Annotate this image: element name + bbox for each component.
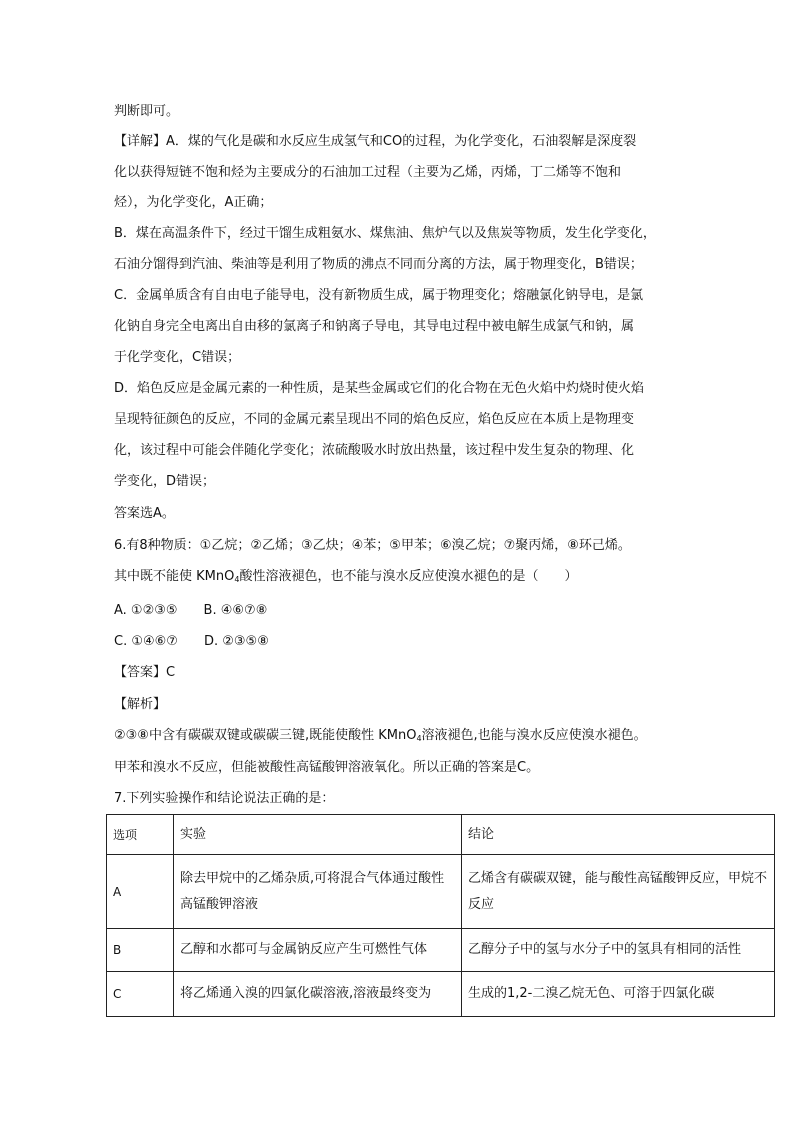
analysis-text-post: 溶液褪色,也能与溴水反应使溴水褪色。 [421,728,647,743]
question-6-line2 [114,569,577,588]
text-line: 化，该过程中可能会伴随化学变化；浓硫酸吸水时放出热量，该过程中发生复杂的物理、化 [114,443,635,458]
table-row [107,972,775,1017]
text-line: 答案选A。 [114,506,175,521]
question-6-options-cd: C. ①④⑥⑦ D. ②③⑤⑧ [114,634,269,649]
table-cell: 除去甲烷中的乙烯杂质,可将混合气体通过酸性高锰酸钾溶液 [174,855,462,929]
question-6-stem: 6.有8种物质：①乙烷；②乙烯；③乙炔；④苯；⑤甲苯；⑥溴乙烷；⑦聚丙烯，⑧环己烯。 [114,538,631,553]
text-line: 判断即可。 [114,104,180,119]
header-cell: 实验 [174,815,462,855]
table-header-row [107,815,775,855]
q6-subscript: 4 [234,575,240,584]
text-line: 于化学变化，C错误； [114,350,241,365]
text-line: 呈现特征颜色的反应，不同的金属元素呈现出不同的焰色反应，焰色反应在本质上是物理变 [114,412,635,427]
text-line: 烃），为化学变化，A正确； [114,195,273,210]
table-cell: B [107,929,174,972]
table-cell: C [107,972,174,1017]
analysis-subscript: 4 [416,734,422,743]
text-line: 化以获得短链不饱和烃为主要成分的石油加工过程（主要为乙烯，丙烯，丁二烯等不饱和 [114,165,622,180]
text-line: 学变化，D错误； [114,474,216,489]
table-row [107,855,775,929]
table-cell: 乙烯含有碳碳双键，能与酸性高锰酸钾反应，甲烷不反应 [462,855,775,929]
q6-text-pre: 其中既不能使 KMnO [114,569,235,584]
text-line: D．焰色反应是金属元素的一种性质，是某些金属或它们的化合物在无色火焰中灼烧时使火焰 [114,381,645,396]
analysis-line-1 [114,728,647,747]
table-cell: 生成的1,2-二溴乙烷无色、可溶于四氯化碳 [462,972,775,1017]
question-6-options-ab: A. ①②③⑤ B. ④⑥⑦⑧ [114,603,268,618]
header-cell: 结论 [462,815,775,855]
answer-label: 【答案】C [114,665,176,680]
text-line: 【详解】A．煤的气化是碳和水反应生成氢气和CO的过程，为化学变化，石油裂解是深度裂 [114,134,637,149]
text-line: 石油分馏得到汽油、柴油等是利用了物质的沸点不同而分离的方法，属于物理变化，B错误； [114,257,643,272]
analysis-title: 【解析】 [114,697,167,712]
text-line: 化钠自身完全电离出自由移的氯离子和钠离子导电，其导电过程中被电解生成氯气和钠，属 [114,319,635,334]
table-cell: 将乙烯通入溴的四氯化碳溶液,溶液最终变为 [174,972,462,1017]
table-cell: A [107,855,174,929]
header-cell: 选项 [107,815,174,855]
table-cell: 乙醇和水都可与金属钠反应产生可燃性气体 [174,929,462,972]
text-line: C．金属单质含有自由电子能导电，没有新物质生成，属于物理变化；熔融氯化钠导电，是氯 [114,288,644,303]
table-row [107,929,775,972]
analysis-line-2: 甲苯和溴水不反应，但能被酸性高锰酸钾溶液氧化。所以正确的答案是C。 [114,760,540,775]
table-cell: 乙醇分子中的氢与水分子中的氢具有相同的活性 [462,929,775,972]
text-line: B．煤在高温条件下，经过干馏生成粗氨水、煤焦油、焦炉气以及焦炭等物质，发生化学变化， [114,226,656,241]
q6-text-post: 酸性溶液褪色，也不能与溴水反应使溴水褪色的是（ ） [239,569,578,584]
question-7-stem: 7.下列实验操作和结论说法正确的是： [114,791,335,806]
question-7-table [106,814,775,1017]
analysis-text-pre: ②③⑧中含有碳碳双键或碳碳三键,既能使酸性 KMnO [114,728,417,743]
